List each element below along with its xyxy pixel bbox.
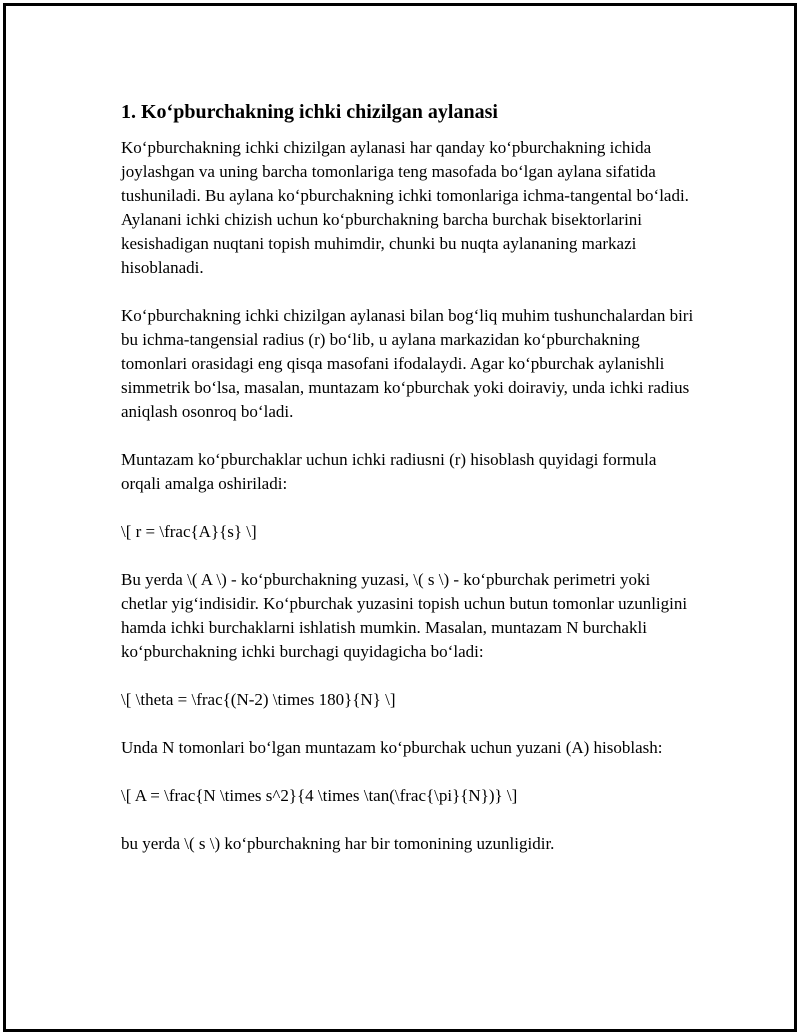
formula-area: \[ A = \frac{N \times s^2}{4 \times \tan(\frac{\pi}{N})} \]: [121, 786, 518, 805]
paragraph-radius: Ko‘pburchakning ichki chizilgan aylanasi bilan bog‘liq muhim tushunchalardan biri bu ichma-tangensial radius (r) bo‘lib, u aylana markazidan ko‘pburchakning tomonlari orasidagi eng qisqa masofani ifodalaydi. Agar ko‘pburchak aylanishli simmetrik bo‘lsa, masalan, muntazam ko‘pburchak yoki doiraviy, unda ichki radius aniqlash osonroq bo‘ladi.: [121, 306, 694, 421]
paragraph-area-perimeter: Bu yerda \( A \) - ko‘pburchakning yuzasi, \( s \) - ko‘pburchak perimetri yoki chetlar yig‘indisidir. Ko‘pburchak yuzasini topish uchun butun tomonlar uzunligini hamda ichki burchaklarni ishlatish mumkin. Masalan, muntazam N burchakli ko‘pburchakning ichki burchagi quyidagicha bo‘ladi:: [121, 570, 688, 661]
paragraph-formula-intro: Muntazam ko‘pburchaklar uchun ichki radiusni (r) hisoblash quyidagi formula orqali amalga oshiriladi:: [121, 450, 657, 493]
document-content: [121, 98, 696, 880]
page-frame: [3, 3, 797, 1032]
paragraph-intro: Ko‘pburchakning ichki chizilgan aylanasi har qanday ko‘pburchakning ichida joylashgan va uning barcha tomonlariga teng masofada bo‘lgan aylana sifatida tushuniladi. Bu aylana ko‘pburchakning ichki tomonlariga ichma-tangental bo‘ladi. Aylanani ichki chizish uchun ko‘pburchakning barcha burchak bisektorlarini kesishadigan nuqtani topish muhimdir, chunki bu nuqta aylananing markazi hisoblanadi.: [121, 138, 689, 277]
paragraph-area-intro: Unda N tomonlari bo‘lgan muntazam ko‘pburchak uchun yuzani (A) hisoblash:: [121, 738, 663, 757]
formula-interior-angle: \[ \theta = \frac{(N-2) \times 180}{N} \]: [121, 690, 396, 709]
formula-radius: \[ r = \frac{A}{s} \]: [121, 522, 257, 541]
section-heading: 1. Ko‘pburchakning ichki chizilgan aylanasi: [121, 101, 498, 123]
paragraph-side-length: bu yerda \( s \) ko‘pburchakning har bir tomonining uzunligidir.: [121, 834, 555, 853]
